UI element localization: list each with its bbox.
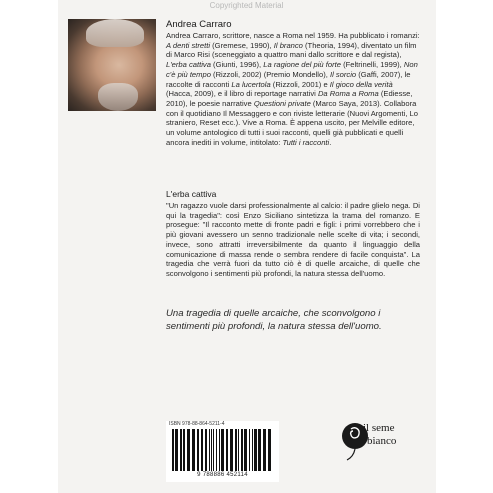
author-photo-beard (98, 83, 138, 111)
bio-text: . (329, 137, 332, 147)
barcode-box (166, 421, 279, 482)
bio-text: (Ediesse, 2010), le poesie narrative (166, 89, 413, 108)
publisher-name-line1: il seme (363, 422, 395, 434)
bio-text: (Theoria, 1994), diventato un film di Marco Risi (sceneggiato a quattro mani dallo scrittore e dal regista), (166, 40, 417, 60)
bio-text: Andrea Carraro, scrittore, nasce a Roma nel 1959. Ha pubblicato i romanzi: (166, 31, 420, 40)
tagline-quote: Una tragedia di quelle arcaiche, che sconvolgono i sentimenti più profondi, la natura stessa dell'uomo. (166, 308, 382, 332)
bio-work-title: Questioni private (253, 98, 311, 108)
bio-work-title: La ragione del più forte (263, 60, 341, 70)
bio-text: (Rizzoli, 2001) e (270, 79, 330, 89)
bio-text: (Rizzoli, 2002) (Premio Mondello), (210, 69, 330, 79)
publisher-logo (341, 414, 417, 462)
author-photo (68, 19, 156, 111)
bio-work-title: Da Roma a Roma (317, 89, 379, 99)
author-photo-hair (86, 19, 144, 47)
bio-text: (Giunti, 1996), (210, 60, 264, 70)
bio-work-title: Non c'è più tempo (166, 60, 418, 79)
bio-work-title: A denti stretti (166, 40, 211, 50)
bio-work-title: Il sorcio (329, 69, 357, 79)
barcode-digits: 9 788886 452114 (197, 472, 248, 478)
bio-text: (Feltrinelli, 1999), (340, 60, 404, 70)
barcode-icon (170, 429, 275, 471)
publisher-name-line2: bianco (367, 435, 397, 447)
book-title: L'erba cattiva (166, 189, 217, 199)
author-name: Andrea Carraro (166, 19, 232, 30)
bio-work-title: L'erba cattiva (166, 60, 211, 70)
bio-text: (Gaffi, 2007), le raccolte di racconti (166, 69, 411, 89)
bio-work-title: La lucertola (231, 79, 271, 89)
bio-work-title: Il branco (273, 40, 303, 50)
bio-text: (Gremese, 1990), (210, 40, 274, 50)
author-bio (166, 31, 420, 147)
book-blurb: "Un ragazzo vuole darsi professionalmente al calcio: il padre glielo nega. Di qui la tragedia": così Enzo Siciliano sintetizza la trama del romanzo. E prosegue: "Il racconto mette di fronte padri e figli: i primi vorrebbero che i più giovani avessero un senno tradizionale nelle scelte di vita; i secondi, invece, sono attratti irreversibilmente da quanto il linguaggio della comunicazione di massa rende o sembra rendere di facile conquista". La tragedia che verrà fuori da tutto ciò è di quelle arcaiche, di quelle che sconvolgono i sentimenti più profondi, la natura stessa dell'uomo. (166, 201, 420, 278)
copyright-watermark: Copyrighted Material (209, 1, 284, 10)
isbn-label: ISBN 978-88-864-5211-4 (169, 421, 225, 427)
bio-text: (Hacca, 2009), e il libro di reportage narrativi (166, 89, 318, 99)
bio-work-title: Il gioco della verità (329, 79, 393, 89)
bio-work-title: Tutti i racconti (282, 137, 330, 147)
bio-text: (Marco Saya, 2013). Collabora con il quotidiano Il Messaggero e con riviste letterarie (Nuovi Argomenti, Lo straniero, Reset ecc.). Vive a Roma. È appena uscito, per Melville editore, un volume antologico di tutti i suoi racconti, quelli già pubblicati e quelli ancora inediti in volume, intitolato: (166, 98, 418, 147)
